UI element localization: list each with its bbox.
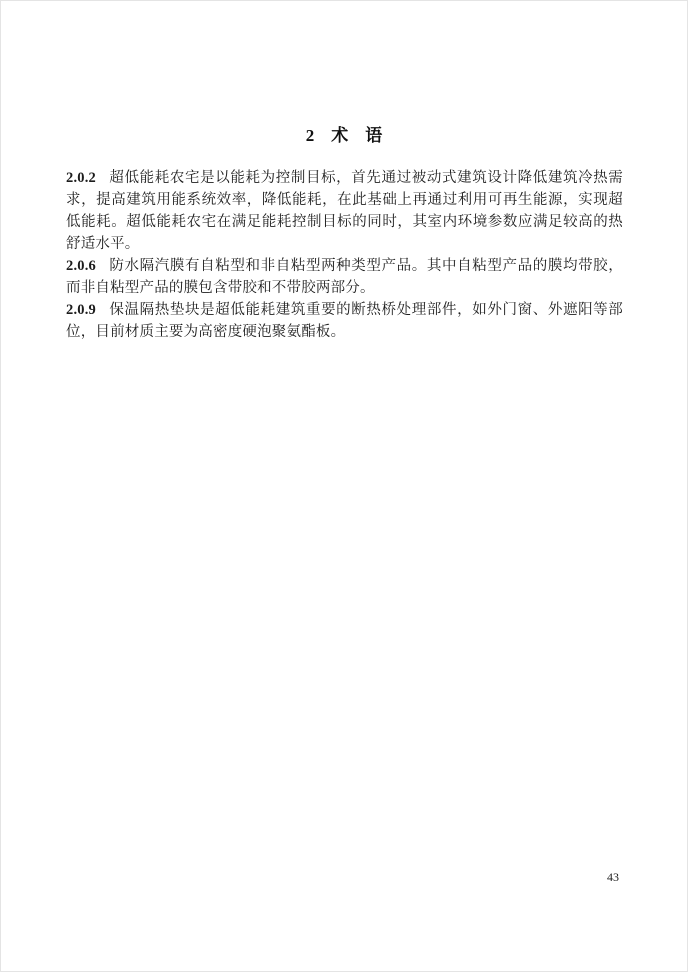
term-definition-2-0-9 — [66, 299, 623, 343]
term-number: 2.0.9 — [66, 302, 96, 318]
term-number: 2.0.6 — [66, 258, 96, 274]
term-number: 2.0.2 — [66, 170, 96, 186]
term-text: 保温隔热垫块是超低能耗建筑重要的断热桥处理部件，如外门窗、外遮阳等部位，目前材质主要为高密度硬泡聚氨酯板。 — [66, 302, 623, 340]
section-title: 2 术 语 — [305, 126, 383, 145]
term-text: 防水隔汽膜有自粘型和非自粘型两种类型产品。其中自粘型产品的膜均带胶，而非自粘型产品的膜包含带胶和不带胶两部分。 — [66, 258, 623, 296]
terms-section — [66, 167, 623, 343]
term-definition-2-0-2 — [66, 167, 623, 255]
term-definition-2-0-6 — [66, 255, 623, 299]
page-number: 43 — [607, 870, 619, 884]
term-text: 超低能耗农宅是以能耗为控制目标，首先通过被动式建筑设计降低建筑冷热需求，提高建筑用能系统效率，降低能耗，在此基础上再通过利用可再生能源，实现超低能耗。超低能耗农宅在满足能耗控制目标的同时，其室内环境参数应满足较高的热舒适水平。 — [66, 170, 623, 252]
